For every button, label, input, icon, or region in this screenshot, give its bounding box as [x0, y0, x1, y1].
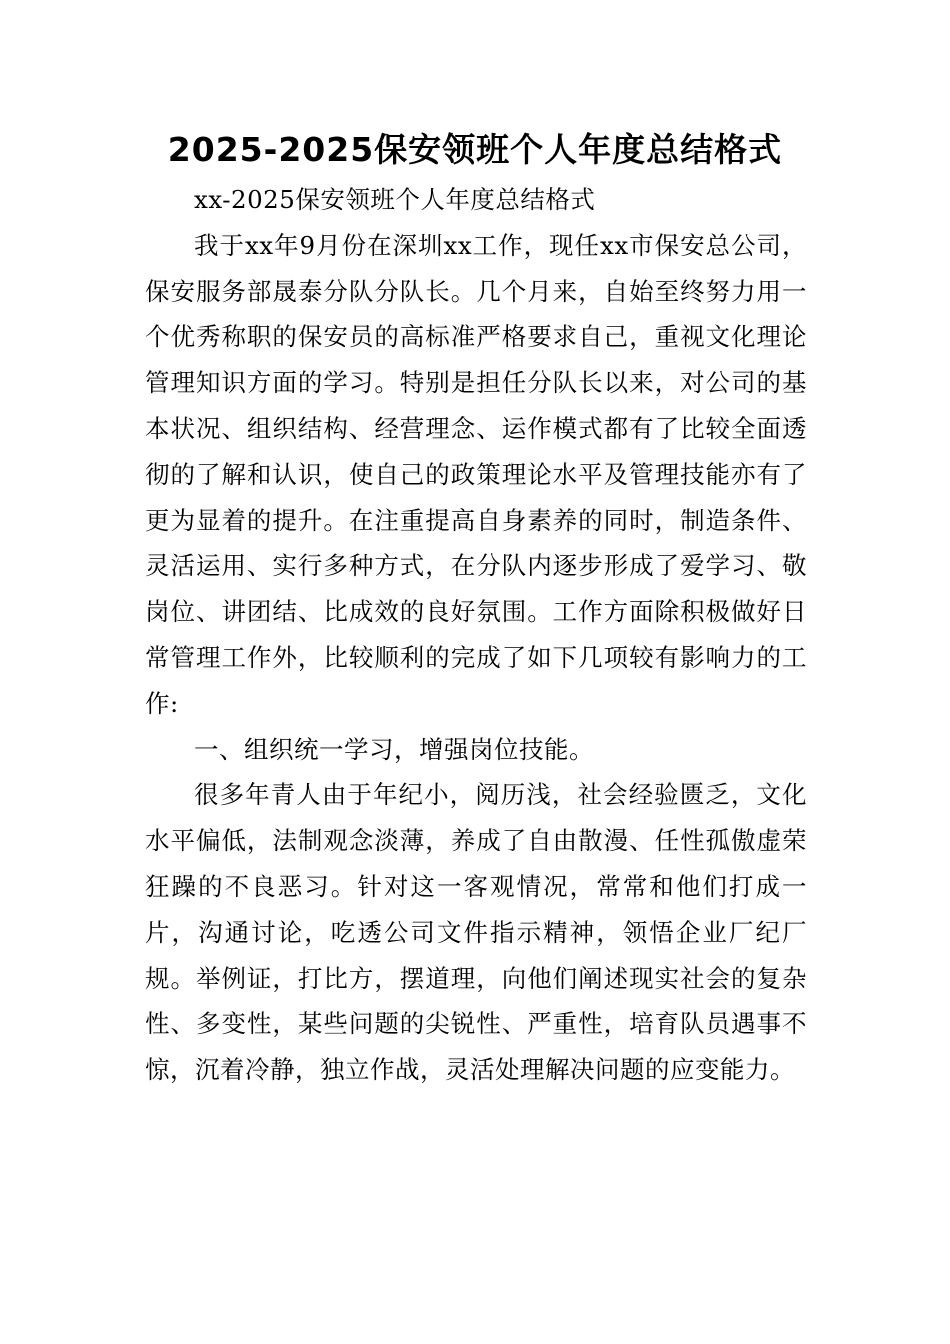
document-title: 2025-2025保安领班个人年度总结格式	[167, 130, 783, 169]
intro-paragraph: 我于xx年9月份在深圳xx工作，现任xx市保安总公司，保安服务部晟泰分队分队长。几个月来，自始至终努力用一个优秀称职的保安员的高标准严格要求自己，重视文化理论管理知识方面的学习。特别是担任分队长以来，对公司的基本状况、组织结构、经营理念、运作模式都有了比较全面透彻的了解和认识，使自己的政策理论水平及管理技能亦有了更为显着的提升。在注重提高自身素养的同时，制造条件、灵活运用、实行多种方式，在分队内逐步形成了爱学习、敬岗位、讲团结、比成效的良好氛围。工作方面除积极做好日常管理工作外，比较顺利的完成了如下几项较有影响力的工作:	[145, 230, 807, 718]
section-heading: 一、组织统一学习，增强岗位技能。	[194, 734, 594, 764]
document-body	[145, 177, 807, 1093]
section-paragraph: 很多年青人由于年纪小，阅历浅，社会经验匮乏，文化水平偏低，法制观念淡薄，养成了自由散漫、任性孤傲虚荣狂躁的不良恶习。针对这一客观情况，常常和他们打成一片，沟通讨论，吃透公司文件指示精神，领悟企业厂纪厂规。举例证，打比方，摆道理，向他们阐述现实社会的复杂性、多变性，某些问题的尖锐性、严重性，培育队员遇事不惊，沉着冷静，独立作战，灵活处理解决问题的应变能力。	[145, 780, 807, 1085]
subtitle-paragraph: xx-2025保安领班个人年度总结格式	[194, 185, 596, 214]
